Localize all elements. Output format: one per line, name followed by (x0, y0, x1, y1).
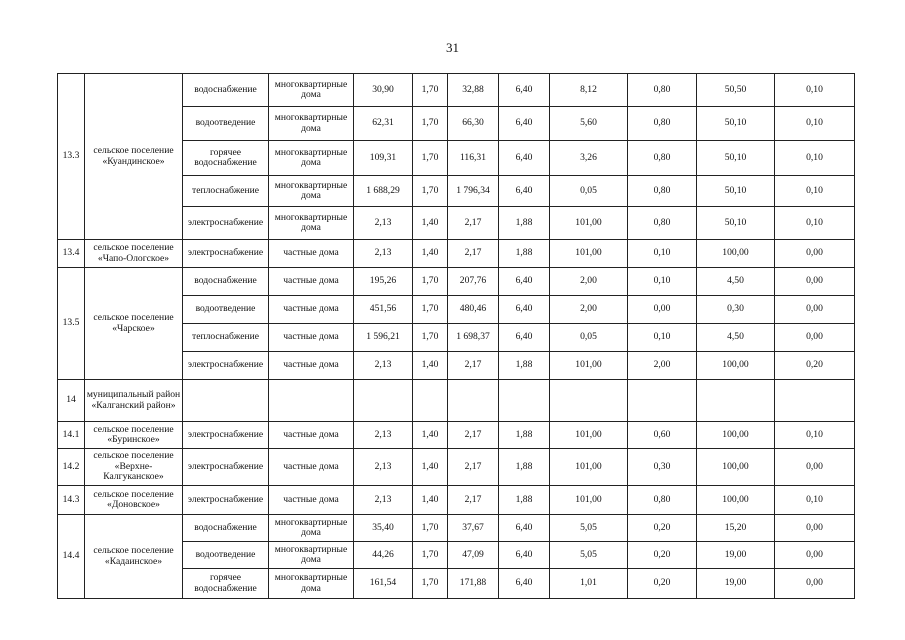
row-number-cell: 14.4 (58, 515, 85, 599)
value-cell: 1,40 (413, 207, 448, 240)
value-cell: 2,13 (354, 486, 413, 515)
table-row (58, 240, 855, 268)
table-body (58, 74, 855, 599)
value-cell: 6,40 (499, 324, 550, 352)
housing-type-cell: частные дома (269, 352, 354, 380)
value-cell: 2,13 (354, 352, 413, 380)
value-cell: 6,40 (499, 268, 550, 296)
value-cell: 6,40 (499, 542, 550, 569)
service-cell: электроснабжение (183, 422, 269, 449)
value-cell: 50,10 (697, 141, 775, 176)
value-cell: 1,88 (499, 422, 550, 449)
service-cell: теплоснабжение (183, 176, 269, 207)
value-cell: 0,10 (775, 141, 855, 176)
value-cell: 0,10 (628, 268, 697, 296)
value-cell: 161,54 (354, 569, 413, 599)
housing-type-cell: частные дома (269, 486, 354, 515)
housing-type-cell: многоквартирные дома (269, 107, 354, 141)
settlement-name-cell: сельское поселение «Чапо-Ологское» (85, 240, 183, 268)
value-cell: 3,26 (550, 141, 628, 176)
housing-type-cell: частные дома (269, 268, 354, 296)
value-cell: 2,13 (354, 207, 413, 240)
row-number-cell: 13.4 (58, 240, 85, 268)
value-cell: 19,00 (697, 542, 775, 569)
value-cell: 6,40 (499, 515, 550, 542)
service-cell: электроснабжение (183, 240, 269, 268)
value-cell (448, 380, 499, 422)
value-cell: 0,00 (628, 296, 697, 324)
housing-type-cell: многоквартирные дома (269, 569, 354, 599)
value-cell: 2,00 (628, 352, 697, 380)
row-number-cell: 14.1 (58, 422, 85, 449)
service-cell: электроснабжение (183, 449, 269, 486)
value-cell: 0,00 (775, 296, 855, 324)
value-cell: 1,88 (499, 207, 550, 240)
value-cell: 1 698,37 (448, 324, 499, 352)
tariff-table (57, 73, 855, 599)
settlement-name-cell: сельское поселение «Куандинское» (85, 74, 183, 240)
table-row (58, 422, 855, 449)
housing-type-cell: частные дома (269, 240, 354, 268)
value-cell: 0,10 (628, 324, 697, 352)
table-row (58, 449, 855, 486)
value-cell: 101,00 (550, 240, 628, 268)
value-cell: 100,00 (697, 352, 775, 380)
value-cell (354, 380, 413, 422)
value-cell: 480,46 (448, 296, 499, 324)
value-cell: 5,60 (550, 107, 628, 141)
value-cell (697, 380, 775, 422)
value-cell: 1,88 (499, 352, 550, 380)
value-cell: 0,80 (628, 74, 697, 107)
value-cell: 50,10 (697, 107, 775, 141)
value-cell: 1,40 (413, 240, 448, 268)
service-cell: горячее водоснабжение (183, 569, 269, 599)
service-cell: водоснабжение (183, 268, 269, 296)
value-cell: 0,80 (628, 107, 697, 141)
value-cell (499, 380, 550, 422)
service-cell: водоотведение (183, 542, 269, 569)
value-cell: 195,26 (354, 268, 413, 296)
value-cell: 6,40 (499, 176, 550, 207)
value-cell: 0,20 (775, 352, 855, 380)
value-cell: 0,10 (775, 176, 855, 207)
value-cell: 4,50 (697, 268, 775, 296)
housing-type-cell: частные дома (269, 296, 354, 324)
value-cell: 30,90 (354, 74, 413, 107)
housing-type-cell: многоквартирные дома (269, 542, 354, 569)
service-cell: водоотведение (183, 107, 269, 141)
value-cell: 100,00 (697, 449, 775, 486)
value-cell: 37,67 (448, 515, 499, 542)
value-cell: 6,40 (499, 141, 550, 176)
value-cell: 1,70 (413, 176, 448, 207)
value-cell: 1 796,34 (448, 176, 499, 207)
service-cell (183, 380, 269, 422)
value-cell: 66,30 (448, 107, 499, 141)
value-cell: 0,00 (775, 324, 855, 352)
service-cell: водоснабжение (183, 515, 269, 542)
service-cell: электроснабжение (183, 207, 269, 240)
settlement-name-cell: сельское поселение «Кадаинское» (85, 515, 183, 599)
value-cell: 1,40 (413, 422, 448, 449)
value-cell: 2,13 (354, 240, 413, 268)
value-cell: 6,40 (499, 296, 550, 324)
value-cell: 6,40 (499, 74, 550, 107)
value-cell: 0,05 (550, 176, 628, 207)
value-cell: 2,17 (448, 207, 499, 240)
value-cell: 2,17 (448, 486, 499, 515)
value-cell: 0,20 (628, 515, 697, 542)
housing-type-cell: многоквартирные дома (269, 141, 354, 176)
value-cell: 2,13 (354, 422, 413, 449)
value-cell: 0,10 (775, 74, 855, 107)
value-cell: 0,00 (775, 240, 855, 268)
value-cell: 0,20 (628, 542, 697, 569)
housing-type-cell: многоквартирные дома (269, 176, 354, 207)
value-cell: 0,10 (628, 240, 697, 268)
value-cell: 0,80 (628, 207, 697, 240)
value-cell: 0,00 (775, 515, 855, 542)
value-cell: 2,17 (448, 449, 499, 486)
value-cell: 1,88 (499, 240, 550, 268)
value-cell: 6,40 (499, 569, 550, 599)
value-cell: 116,31 (448, 141, 499, 176)
value-cell: 1,70 (413, 107, 448, 141)
row-number-cell: 13.5 (58, 268, 85, 380)
value-cell: 1,70 (413, 515, 448, 542)
value-cell: 1 596,21 (354, 324, 413, 352)
value-cell: 1,70 (413, 296, 448, 324)
value-cell: 0,10 (775, 107, 855, 141)
value-cell: 2,17 (448, 352, 499, 380)
housing-type-cell: многоквартирные дома (269, 515, 354, 542)
value-cell: 5,05 (550, 515, 628, 542)
value-cell: 32,88 (448, 74, 499, 107)
value-cell: 0,60 (628, 422, 697, 449)
housing-type-cell: многоквартирные дома (269, 74, 354, 107)
value-cell: 100,00 (697, 240, 775, 268)
value-cell: 1,40 (413, 352, 448, 380)
value-cell: 207,76 (448, 268, 499, 296)
value-cell: 109,31 (354, 141, 413, 176)
row-number-cell: 14.2 (58, 449, 85, 486)
value-cell: 1 688,29 (354, 176, 413, 207)
service-cell: электроснабжение (183, 486, 269, 515)
value-cell: 0,30 (697, 296, 775, 324)
value-cell: 0,00 (775, 542, 855, 569)
table-row (58, 380, 855, 422)
value-cell: 2,00 (550, 296, 628, 324)
settlement-name-cell: муниципальный район «Калганский район» (85, 380, 183, 422)
value-cell: 101,00 (550, 486, 628, 515)
value-cell: 50,50 (697, 74, 775, 107)
value-cell: 5,05 (550, 542, 628, 569)
value-cell: 62,31 (354, 107, 413, 141)
housing-type-cell: частные дома (269, 324, 354, 352)
value-cell: 0,30 (628, 449, 697, 486)
value-cell: 0,10 (775, 486, 855, 515)
value-cell: 1,70 (413, 74, 448, 107)
service-cell: теплоснабжение (183, 324, 269, 352)
value-cell: 1,70 (413, 268, 448, 296)
value-cell: 0,80 (628, 141, 697, 176)
value-cell: 19,00 (697, 569, 775, 599)
value-cell: 100,00 (697, 486, 775, 515)
service-cell: горячее водоснабжение (183, 141, 269, 176)
settlement-name-cell: сельское поселение «Буринское» (85, 422, 183, 449)
value-cell: 1,01 (550, 569, 628, 599)
value-cell: 1,70 (413, 141, 448, 176)
value-cell (628, 380, 697, 422)
settlement-name-cell: сельское поселение «Доновское» (85, 486, 183, 515)
value-cell (413, 380, 448, 422)
housing-type-cell (269, 380, 354, 422)
service-cell: водоотведение (183, 296, 269, 324)
value-cell: 0,80 (628, 176, 697, 207)
row-number-cell: 14 (58, 380, 85, 422)
value-cell: 1,70 (413, 324, 448, 352)
housing-type-cell: многоквартирные дома (269, 207, 354, 240)
value-cell: 101,00 (550, 207, 628, 240)
row-number-cell: 13.3 (58, 74, 85, 240)
value-cell: 8,12 (550, 74, 628, 107)
value-cell: 0,20 (628, 569, 697, 599)
table-row (58, 486, 855, 515)
value-cell: 1,88 (499, 449, 550, 486)
value-cell: 44,26 (354, 542, 413, 569)
table-row (58, 515, 855, 542)
value-cell: 0,00 (775, 449, 855, 486)
value-cell: 2,00 (550, 268, 628, 296)
housing-type-cell: частные дома (269, 449, 354, 486)
value-cell: 2,17 (448, 422, 499, 449)
value-cell: 47,09 (448, 542, 499, 569)
value-cell: 171,88 (448, 569, 499, 599)
value-cell: 0,00 (775, 268, 855, 296)
value-cell: 2,13 (354, 449, 413, 486)
value-cell: 2,17 (448, 240, 499, 268)
value-cell: 1,70 (413, 569, 448, 599)
value-cell: 6,40 (499, 107, 550, 141)
value-cell: 0,05 (550, 324, 628, 352)
value-cell: 101,00 (550, 422, 628, 449)
value-cell: 101,00 (550, 449, 628, 486)
table-row (58, 268, 855, 296)
value-cell: 1,70 (413, 542, 448, 569)
settlement-name-cell: сельское поселение «Чарское» (85, 268, 183, 380)
value-cell: 0,00 (775, 569, 855, 599)
housing-type-cell: частные дома (269, 422, 354, 449)
value-cell: 451,56 (354, 296, 413, 324)
value-cell: 0,80 (628, 486, 697, 515)
service-cell: электроснабжение (183, 352, 269, 380)
value-cell: 1,40 (413, 486, 448, 515)
value-cell: 1,40 (413, 449, 448, 486)
value-cell: 4,50 (697, 324, 775, 352)
value-cell: 15,20 (697, 515, 775, 542)
service-cell: водоснабжение (183, 74, 269, 107)
row-number-cell: 14.3 (58, 486, 85, 515)
value-cell: 35,40 (354, 515, 413, 542)
settlement-name-cell: сельское поселение «Верхне-Калгуканское» (85, 449, 183, 486)
value-cell (550, 380, 628, 422)
value-cell: 1,88 (499, 486, 550, 515)
value-cell: 0,10 (775, 207, 855, 240)
value-cell: 50,10 (697, 176, 775, 207)
value-cell: 100,00 (697, 422, 775, 449)
value-cell: 50,10 (697, 207, 775, 240)
table-row (58, 74, 855, 107)
value-cell: 101,00 (550, 352, 628, 380)
page-number: 31 (446, 40, 459, 55)
value-cell: 0,10 (775, 422, 855, 449)
value-cell (775, 380, 855, 422)
